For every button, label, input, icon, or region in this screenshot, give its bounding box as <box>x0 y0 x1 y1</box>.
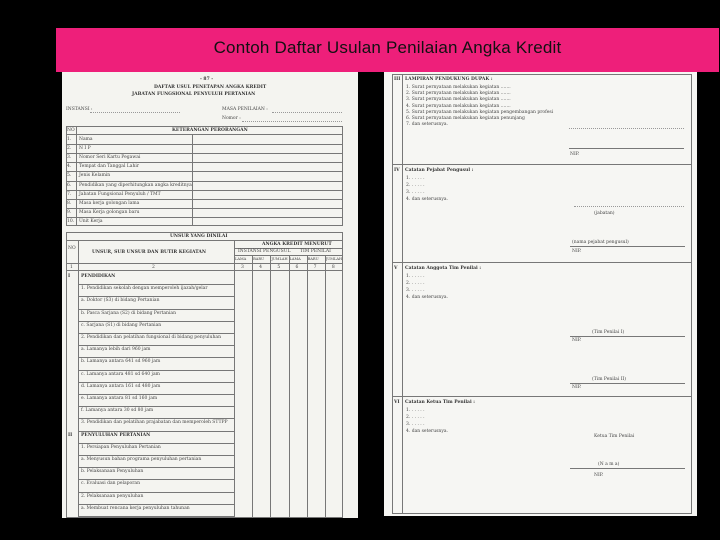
unsur-header: UNSUR YANG DINILAI <box>170 234 228 239</box>
column-number: 7 <box>313 265 317 270</box>
subcolumn-label: BARU <box>253 257 265 261</box>
list-item: 3. . . . . . <box>406 190 425 195</box>
nip-label-3: NIP. <box>572 338 582 343</box>
no-header-2: NO <box>68 246 76 251</box>
list-item: 4. dan seterusnya. <box>406 197 448 202</box>
section-row-label: c. Sarjana (S1) di bidang Pertanian <box>81 322 162 328</box>
list-item: 1. . . . . . <box>406 176 425 181</box>
person-row-number: 1. <box>67 137 72 142</box>
section-row-label: 2. Pelaksanaan penyuluhan <box>81 493 144 499</box>
person-row-divider <box>66 144 343 145</box>
dupak-form-page-right <box>384 72 697 516</box>
section-row-label: c. Lamanya antara 481 sd 640 jam <box>81 371 160 377</box>
list-item: 5. Surat pernyataan melakukan kegiatan pengembangan profesi <box>406 109 554 115</box>
list-item: 2. . . . . . <box>406 415 425 420</box>
list-item: 1. . . . . . <box>406 274 425 279</box>
angka-kredit-header: ANGKA KREDIT MENURUT <box>262 242 332 247</box>
uraian-header: UNSUR, SUB UNSUR DAN BUTIR KEGIATAN <box>92 250 206 255</box>
person-row-number: 2. <box>67 146 72 152</box>
tim-penilai-header: TIM PENILAI <box>300 249 331 254</box>
subcolumn-label: JUMLAH <box>325 257 343 261</box>
instansi-fill-line <box>90 112 180 113</box>
section-row-label: f. Lamanya antara 30 sd 80 jam <box>81 408 154 414</box>
list-item: 6. Surat pernyataan melakukan kegiatan penunjang <box>406 116 525 121</box>
column-line <box>252 255 253 518</box>
lampiran-header: LAMPIRAN PENDUKUNG DUPAK : <box>405 77 493 82</box>
person-row-label: Pendidikan yang diperhitungkan angka kreditnya <box>79 182 192 188</box>
person-row-number: 8. <box>67 200 72 206</box>
section-row-label: a. Menyusun bahan programa penyuluhan pertanian <box>81 457 202 462</box>
section-row-label: 1. Persiapan Penyuluhan Pertanian <box>81 444 161 450</box>
person-row-number: 7. <box>67 191 72 197</box>
list-item: 7. dan seterusnya. <box>406 122 448 128</box>
lampiran-number: III <box>394 77 401 82</box>
section-row-divider <box>78 321 234 322</box>
penilai-1-label: (Tim Penilai I) <box>592 330 625 335</box>
section-row-divider <box>78 492 234 493</box>
nip-label-4: NIP. <box>572 385 582 390</box>
column-number: 4 <box>259 265 263 270</box>
column-number: 2 <box>152 265 155 270</box>
section-row-divider <box>78 394 234 395</box>
subcolumn-label: JUMLAH <box>271 257 288 261</box>
person-row-divider <box>66 190 343 191</box>
anggota-number: V <box>394 266 398 271</box>
person-row-number: 3. <box>67 155 72 161</box>
list-item: 2. . . . . . <box>406 183 425 188</box>
slide-title-bar <box>56 28 719 72</box>
section-row-label: a. Lamanya lebih dari 960 jam <box>81 347 151 353</box>
section-row-divider <box>78 516 234 517</box>
list-item: 3. Surat pernyataan melakukan kegiatan ....... <box>406 97 511 103</box>
person-row-label: Nomor Seri Kartu Pegawai <box>79 155 141 161</box>
instansi-label: INSTANSI : <box>66 107 93 112</box>
person-row-label: Jenis Kelamin <box>79 173 111 179</box>
section-row-divider <box>78 431 234 432</box>
nip-label-2: NIP. <box>572 249 582 254</box>
person-row-number: 5. <box>67 173 72 179</box>
column-line <box>325 255 326 518</box>
form-heading: DAFTAR USUL PENETAPAN ANGKA KREDIT <box>154 85 267 90</box>
pejabat-name: (nama pejabat pengusul) <box>572 240 629 245</box>
keterangan-header: KETERANGAN PERORANGAN <box>172 128 248 133</box>
column-number: 6 <box>295 265 299 270</box>
no-header: NO <box>67 128 75 133</box>
list-item: 3. . . . . . <box>406 288 425 293</box>
person-row-label: Nama <box>79 137 93 142</box>
column-number: 3 <box>241 265 244 270</box>
section-row-label: PENDIDIKAN <box>81 274 116 279</box>
column-line <box>270 255 271 518</box>
nomor-label: Nomor : <box>222 116 241 121</box>
section-row-label: 2. Pendidikan dan pelatihan fungsional di bidang penyuluhan <box>81 335 221 340</box>
section-row-label: 3. Pendidikan dan pelatihan prajabatan dan memperoleh STTPP <box>81 420 228 426</box>
column-line <box>307 255 308 518</box>
ketua-number: VI <box>394 400 400 405</box>
slide-title: Contoh Daftar Usulan Penilaian Angka Kredit <box>213 38 562 57</box>
pejabat-header: Catatan Pejabat Pengusul : <box>405 168 474 173</box>
subcolumn-label: LAMA <box>235 257 247 261</box>
list-item: 2. . . . . . <box>406 281 425 286</box>
dupak-form-page-left <box>62 72 358 518</box>
section-row-label: b. Lamanya antara 641 sd 960 jam <box>81 359 161 365</box>
section-row-label: e. Lamanya antara 81 sd 160 jam <box>81 396 158 401</box>
section-row-divider <box>78 382 234 383</box>
section-row-label: PENYULUHAN PERTANIAN <box>81 432 151 438</box>
section-row-divider <box>78 455 234 456</box>
section-row-divider <box>78 443 234 444</box>
pejabat-jabatan: (jabatan) <box>594 211 615 216</box>
section-row-label: a. Membuat rencana kerja penyuluhan tahunan <box>81 505 190 511</box>
person-row-label: Masa Kerja golongan baru <box>79 209 140 215</box>
section-row-label: b. Pelaksanaan Penyuluhan <box>81 469 144 475</box>
person-row-label: Masa kerja golongan lama <box>79 200 140 206</box>
person-row-number: 9. <box>67 209 72 215</box>
notes-table <box>392 74 692 514</box>
section-row-label: 1. Pendidikan sekolah dengan memperoleh ijazah/gelar <box>81 286 208 292</box>
list-item: 4. dan seterusnya. <box>406 429 448 434</box>
masa-fill-line <box>272 112 342 113</box>
list-item: 1. Surat pernyataan melakukan kegiatan ....... <box>406 85 511 90</box>
section-row-divider <box>78 370 234 371</box>
person-row-divider <box>66 181 343 182</box>
ketua-label: Ketua Tim Penilai <box>594 434 635 439</box>
section-row-number: I <box>68 274 71 279</box>
person-row-label: Unit Kerja <box>79 218 103 224</box>
subcolumn-label: LAMA <box>289 257 301 261</box>
section-row-divider <box>78 309 234 310</box>
ketua-header: Catatan Ketua Tim Penilai : <box>405 400 475 405</box>
person-row-number: 10. <box>67 218 75 224</box>
masa-label: MASA PENILAIAN : <box>222 107 268 112</box>
list-item: 4. dan seterusnya. <box>406 295 448 300</box>
person-row-divider <box>66 217 343 218</box>
nip-label-1: NIP. <box>570 152 580 157</box>
person-row-label: Jabatan Fungsional Penyuluh / TMT <box>79 191 161 197</box>
subcolumn-label: BARU <box>307 257 319 261</box>
person-row-number: 6. <box>67 182 72 188</box>
list-item: 4. Surat pernyataan melakukan kegiatan ....... <box>406 103 511 109</box>
section-row-label: d. Lamanya antara 161 sd 480 jam <box>81 383 161 389</box>
form-subheading: JABATAN FUNGSIONAL PENYULUH PERTANIAN <box>132 92 256 97</box>
pejabat-number: IV <box>394 168 400 173</box>
person-row-label: Tempat dan Tanggal Lahir <box>79 164 139 170</box>
penilai-2-label: (Tim Penilai II) <box>592 377 627 382</box>
section-row-label: a. Doktor (S3) di bidang Pertanian <box>81 298 160 304</box>
list-item: 2. Surat pernyataan melakukan kegiatan ....... <box>406 91 511 97</box>
list-item: 1. . . . . . <box>406 408 425 413</box>
person-row-divider <box>66 208 343 209</box>
section-row-label: b. Pasca Sarjana (S2) di bidang Pertanian <box>81 310 176 316</box>
section-row-label: c. Evaluasi dan pelaporan <box>81 481 140 487</box>
column-number: 5 <box>277 265 281 270</box>
section-row-divider <box>78 504 234 505</box>
column-line <box>289 255 290 518</box>
section-row-number: II <box>68 432 73 438</box>
column-number: 8 <box>331 265 335 270</box>
person-row-label: N I P <box>79 146 91 152</box>
anggota-header: Catatan Anggota Tim Penilai : <box>405 266 481 271</box>
page-number: - 87 - <box>200 77 214 82</box>
person-row-number: 4. <box>67 164 72 170</box>
instansi-pengusul-header: INSTANSI PENGUSUL <box>238 249 291 254</box>
nip-label-5: NIP. <box>594 473 604 478</box>
section-row-divider <box>78 333 234 334</box>
column-number: 1 <box>70 265 73 270</box>
nomor-fill-line <box>242 121 342 122</box>
ketua-name: (N a m a) <box>598 462 620 467</box>
list-item: 3. . . . . . <box>406 422 425 427</box>
person-row-divider <box>66 199 343 200</box>
